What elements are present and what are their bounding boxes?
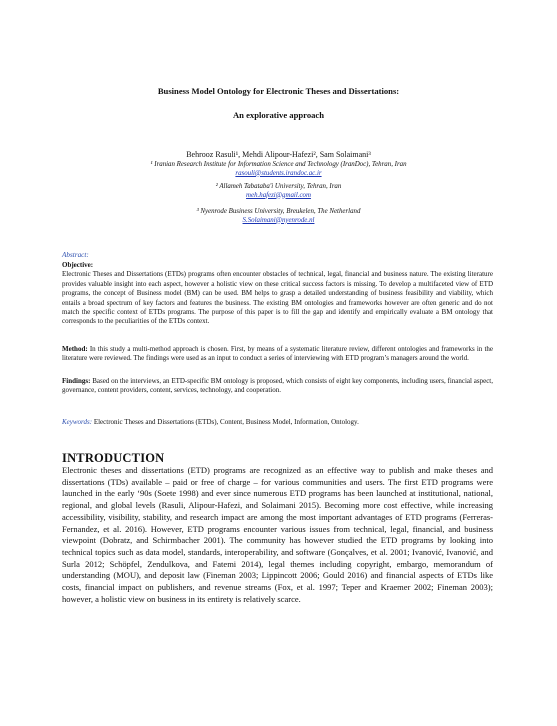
abstract-heading: Abstract:: [62, 251, 89, 259]
introduction-paragraph: Electronic theses and dissertations (ETD) programs are recognized as an effective way to publish and make theses and dissertations (TDs) available – paid or free of charge – for various communities and users. The first ETD programs were launched in the early ‘90s (Soete 1998) and ever since numerous ETD programs has been launched at institutional, national, regional, and global levels (Rasuli, Alipour-Hafezi, and Solaimani 2015). Becoming more cost effective, while increasing accessibility, visibility, stability, and research impact are among the most important advantages of ETD programs (Ferreras-Fernandez, et al. 2016). However, ETD programs encounter various issues from technical, legal, financial, and business viewpoint (Dobratz, and Schirmbacher 2001). The community has however studied the ETD programs by looking into technical topics such as data model, standards, interoperability, and software (Gonçalves, et al. 2001; Ivanović, Ivanović, and Surla 2012; Schöpfel, Zendulkova, and Fatemi 2014), legal themes including copyright, embargo, memorandum of understanding (MOU), and deposit law (Fineman 2003; Lippincott 2006; Gould 2016) and financial aspects of ETDs like costs, financial impact on publishers, and revenue streams (Fox, et al. 1997; Teper and Kraemer 2002; Fineman 2003); however, a holistic view on business in its entirety is relatively scarce.: [62, 465, 493, 604]
findings-text: Based on the interviews, an ETD-specific BM ontology is proposed, which consists of eight key components, including users, financial aspect, governance, content providers, content, services, technology, and cooperation.: [62, 377, 493, 395]
findings-label: Findings:: [62, 377, 91, 385]
abstract-objective: [62, 261, 493, 327]
author-email-link[interactable]: meh.hafezi@gmail.com: [246, 191, 311, 199]
paper-subtitle: An explorative approach: [232, 110, 325, 120]
affiliation-line: ³ Nyenrode Business University, Breukelen, The Netherland: [196, 208, 361, 215]
abstract-findings: [62, 377, 493, 396]
affiliation-line: ² Allameh Tabataba'i University, Tehran, Iran: [215, 183, 342, 190]
keywords: [62, 418, 493, 426]
keywords-text: Electronic Theses and Dissertations (ETDs), Content, Business Model, Information, Ontology.: [93, 418, 359, 426]
affiliation-line: ¹ Iranian Research Institute for Information Science and Technology (IranDoc), Tehran, Iran: [150, 161, 407, 168]
affiliation-1: [40, 161, 517, 178]
section-heading-introduction: INTRODUCTION: [62, 451, 165, 465]
author-email-link[interactable]: S.Solaimani@nyenrode.nl: [242, 216, 315, 224]
objective-label: Objective:: [62, 261, 94, 269]
method-text: In this study a multi-method approach is chosen. First, by means of a systematic literature review, different ontologies and frameworks in the literature were reviewed. The findings were used as an input to conduct a series of interviewing with ETD program’s managers around the world.: [62, 345, 493, 363]
author-list: Behrooz Rasuli¹, Mehdi Alipour-Hafezi², Sam Solaimani³: [186, 150, 371, 159]
keywords-label: Keywords:: [62, 418, 93, 426]
objective-text: Electronic Theses and Dissertations (ETDs) programs often encounter obstacles of technical, legal, financial and business nature. The existing literature provides valuable insight into each aspect, however a holistic view on these critical success factors is missing. To develop a multifaceted view of ETD programs, the concept of Business model (BM) can be used. BM helps to grasp a detailed understanding of business feasibility and viability, which entails a broad spectrum of key factors and features the business. The existing BM ontologies and frameworks however are often generic and do not match the specific context of ETDs programs. The purpose of this paper is to fill the gap and identify and empirically evaluate a BM ontology that corresponds to the peculiarities of the ETDs context.: [62, 270, 493, 326]
paper-title: Business Model Ontology for Electronic Theses and Dissertations:: [157, 86, 400, 96]
abstract-method: [62, 345, 493, 364]
author-email-link[interactable]: rasouli@students.irandoc.ac.ir: [235, 169, 322, 177]
affiliation-2: [40, 183, 517, 200]
method-label: Method:: [62, 345, 88, 353]
affiliation-3: [40, 208, 517, 225]
